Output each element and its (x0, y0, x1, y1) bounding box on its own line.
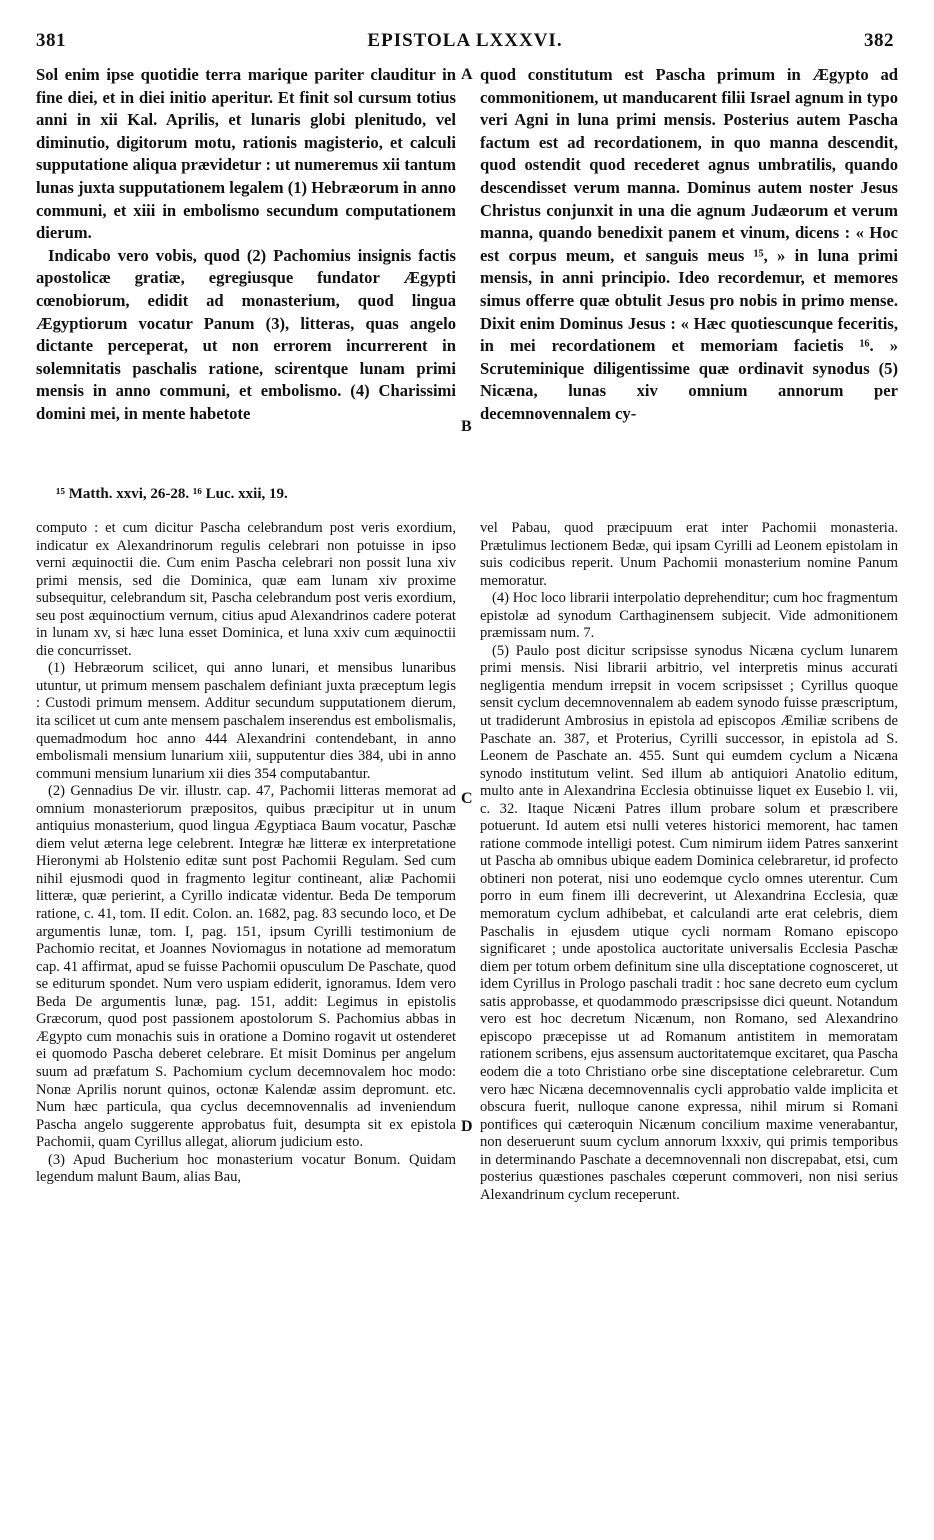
running-title: EPISTOLA LXXXVI. (367, 30, 563, 51)
footnote-references: ¹⁵ Matth. xxvi, 26-28. ¹⁶ Luc. xxii, 19. (56, 486, 288, 502)
note-paragraph: computo : et cum dicitur Pascha celebrandum post veris exordium, indicatur ex Alexandrinorum regulis celebrari non potuisse in ipso verni æquinoctii die. Cum enim Pascha celebrari non possit luna xiv primi mensis, sed die Dominica, quæ eam lunam xiv proxime subsequitur, celebrandum sit, Pascha celebrandum post veris exordium, seu post æquinoctium vernum, citius apud Alexandrinos cadere poterat in lunam xv, si hæc luna esset Dominica, et luna xxiv cum æquinoctii die concurrisset. (36, 520, 456, 659)
text-paragraph: quod constitutum est Pascha primum in Ægypto ad commonitionem, ut manducarent filii Israel agnum in typo veri Agni in luna primi mensis. Posterius autem Pascha factum est ad recordationem, in quo manna descendit, quod ostendit quod recederet agnus umbratilis, quando descendisset verum manna. Dominus autem noster Jesus Christus conjunxit in una die agnum Judæorum et verum manna, quando benedixit panem et vinum, dicens : « Hoc est corpus meum, et sanguis meus ¹⁵, » in luna primi mensis, in anni principio. Ideo recordemur, et memores simus offerre quæ obtulit Jesus pro nobis in primo mense. Dixit enim Dominus Jesus : « Hæc quotiescunque feceritis, in mei recordationem et memoriam facietis ¹⁶. » Scruteminique diligentissime quæ ordinavit synodus (5) Nicæna, lunas xiv omnium annorum per decemnovennalem cy- (480, 65, 898, 423)
page-number-left: 381 (36, 30, 66, 51)
note-paragraph: (2) Gennadius De vir. illustr. cap. 47, Pachomii litteras memorat ad omnium monasteriorum præpositos, quibus præcipitur ut in unum antiquius monasterium, quod lingua Ægyptiaca Baum vocatur, Paschæ diem velut æterna lege celebrent. Integræ hæ litteræ ex interpretatione Hieronymi ab Holstenio editæ sunt post Pachomii Regulam. Sed cum nihil ejusmodi quod in fragmento legitur contineant, aliæ Pachomii litteræ, quæ perierint, a Cyrillo indicatæ videntur. Beda De temporum ratione, c. 41, tom. II edit. Colon. an. 1682, pag. 83 secundo loco, et De argumentis lunæ, tom. I, pag. 151, ipsum Cyrilli testimonium de Pachomio recitat, et Joannes Noviomagus in notatione ad memoratum cap. 41 affirmat, apud se fuisse Pachomii opusculum De Paschate, quod se editurum spondet. Num vero uspiam ediderit, ignoramus. Idem vero Beda De argumentis lunæ, pag. 151, addit: Legimus in epistolis Græcorum, quod post passionem apostolorum S. Pachomius abbas in Ægypto cum monachis suis in oratione a Domino rogavit ut ostenderet ei quomodo Pascha deberet celebrare. Et misit Dominus per angelum suum ad præfatum S. Pachomium cyclum decemnovalem hoc modo: Nonæ Aprilis norunt quinos, octonæ Kalendæ assim depromunt. etc. Num hæc particula, qua cyclus decemnovennalis ad inveniendum Pascha angelo suggerente approbatus fuit, desumpta sit ex epistola Pachomii, quam Cyrillus allegat, aliorum judicium esto. (36, 783, 457, 1151)
note-paragraph: vel Pabau, quod præcipuum erat inter Pachomii monasteria. Prætulimus lectionem Bedæ, qui ipsam Cyrilli ad Leonem epistolam in suis codicibus reperit. Unum Pachomii monasterium nomine Panum memoratur. (480, 520, 898, 589)
note-paragraph: (4) Hoc loco librarii interpolatio deprehenditur; cum hoc fragmentum epistolæ ad synodum Carthaginensem subjecit. Vide admonitionem præmissam num. 7. (480, 590, 898, 642)
note-paragraph: (1) Hebræorum scilicet, qui anno lunari, et mensibus lunaribus utuntur, ut primum mensem paschalem definiant juxta præceptum legis : Custodi primum mensem. Additur secundum supputationem dierum, ita scilicet ut cum ante mensem paschalem inserendus est embolismalis, quemadmodum hoc anno 444 Alexandrini contendebant, in anno embolismali mensium lunarium xiii, supputentur dies 384, ubi in anno communi mensium lunarium xii dies 354 computabantur. (36, 660, 456, 782)
margin-marker-b: B (461, 418, 472, 435)
text-paragraph: Sol enim ipse quotidie terra marique pariter clauditur in fine diei, et in diei initio aperitur. Et finit sol cursum totius anni in xii Kal. Aprilis, et lunaris globi plenitudo, vel diminutio, digitorum motu, rationis magisterio, et calculi supputatione aliqua prævidetur : ut numeremus xii tantum lunas juxta supputationem legalem (1) Hebræorum in anno communi, et xiii in embolismo secundum computationem dierum. (36, 65, 456, 243)
margin-marker-a: A (461, 66, 473, 83)
text-column-left (36, 64, 456, 426)
page-number-right: 382 (864, 30, 894, 51)
note-paragraph: (5) Paulo post dicitur scripsisse synodus Nicæna cyclum lunarem primi mensis. Nisi librarii arbitrio, vel interpretis minus accurati negligentia mendum irrepsit in vocem scripsisset ; Cyrillus quoque sensit cyclum decemnovennalem ab eadem synodo fuisse præscriptum, ut tradiderunt Ambrosius in epistola ad episcopos Æmiliæ scribens de Paschate an. 387, et Proterius, Cyrilli successor, in epistola ad S. Leonem de Paschate an. 455. Sunt qui eumdem cyclum a Nicæna synodo institutum velint. Sed illum ab antiquiori Anatolio editum, multo ante in Alexandrina Ecclesia obtinuisse liquet ex Eusebio l. vii, c. 32. Itaque Nicæni Patres illum probare solum et præscribere potuerunt. Id autem etsi nulli veteres historici memorent, hac tamen ratione commode intelligi potest. Cum nimirum iidem Patres sanxerint ut Pascha ab omnibus ubique eadem Dominica celebraretur, id profecto obtineri non poterat, nisi uno eodemque cyclo omnes uterentur. Cum porro in eum finem illi decreverint, ut Alexandrina Ecclesia, quæ memoratum cyclum adhibebat, et calculandi arte erat celebris, diem Paschalis in ejusdem utique cycli normam Romano episcopo significaret ; unde apostolica auctoritate universalis Ecclesia Paschæ diem per totum orbem definitum sine ulla disceptatione cognosceret, ut idem Cyrillus in Prologo paschali tradit : hoc sane decreto eum cyclum satis approbasse, et quodammodo præscripsisse dici queunt. Notandum vero est hoc decretum Nicænum, non Romano, sed Alexandrino episcopo præcepisse ut ad Romanum antistitem in memoratam rationem scribens, ejus assensum auctoritatemque excitaret, qua Pascha eodem die a toto Christiano orbe sine disceptatione celebraretur. Cum vero hæc Nicæna decemnovennalis cycli approbatio valde implicita et obscura fuerit, nulloque canone expressa, nihil mirum si Romani pontifices qui cæteroquin Nicænum concilium maxime venerabantur, non deseruerunt suum cyclum annorum lxxxiv, qui primis temporibus in determinando Paschate a decemnovennali non discrepabat, etsi, cum posterius quæstiones paschales cœperunt commoveri, non nisi serius Alexandrinum cyclum receperunt. (480, 642, 898, 1203)
text-column-right (480, 64, 898, 426)
note-paragraph: (3) Apud Bucherium hoc monasterium vocatur Bonum. Quidam legendum malunt Baum, alias Bau, (36, 1151, 456, 1186)
notes-column-right (480, 520, 898, 1204)
text-paragraph: Indicabo vero vobis, quod (2) Pachomius insignis factis apostolicæ gratiæ, egregiusque fundator Ægypti cœnobiorum, edidit ad monasterium, quod lingua Ægyptiorum vocatur Panum (3), litteras, quas angelo dictante perceperat, ut non errorem incurrerent in solemnitatis paschalis ratione, scirentque lunam primi mensis in anno communi, et embolismo. (4) Charissimi domini mei, in mente habetote (36, 245, 456, 423)
notes-column-left (36, 520, 456, 1187)
running-header (36, 30, 894, 60)
margin-marker-c: C (461, 790, 473, 807)
margin-marker-d: D (461, 1118, 473, 1135)
